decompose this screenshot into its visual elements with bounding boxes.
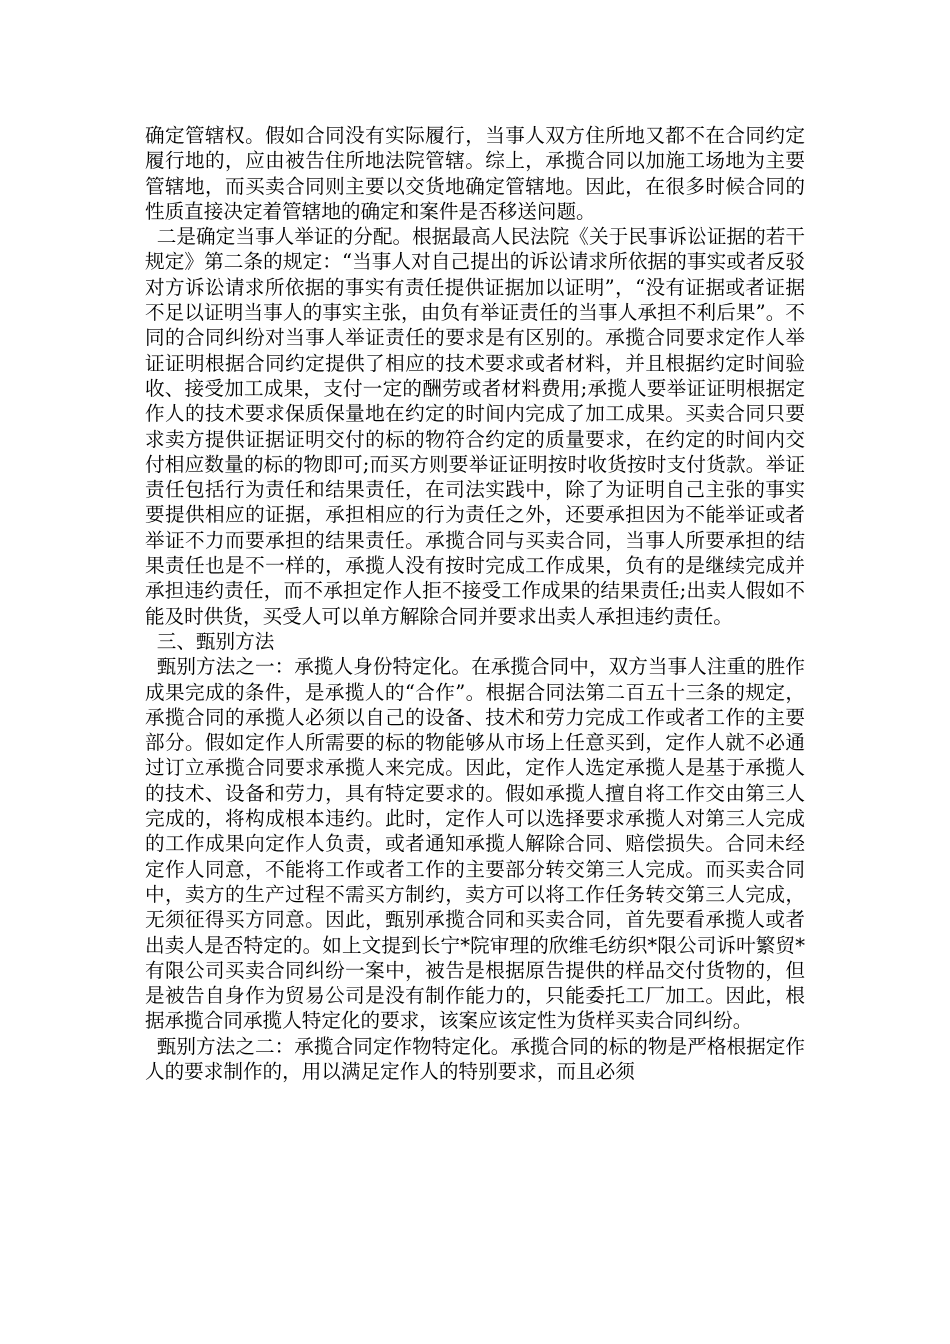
paragraph-method-one: 甄别方法之一：承揽人身份特定化。在承揽合同中，双方当事人注重的胜作成果完成的条件，是承揽人的“合作”。根据合同法第二百五十三条的规定，承揽合同的承揽人必须以自己的设备、技术和劳力完成工作或者工作的主要部分。假如定作人所需要的标的物能够从市场上任意买到，定作人就不必通过订立承揽合同要求承揽人来完成。因此，定作人选定承揽人是基于承揽人的技术、设备和劳力，具有特定要求的。假如承揽人擅自将工作交由第三人完成的，将构成根本违约。此时，定作人可以选择要求承揽人对第三人完成的工作成果向定作人负责，或者通知承揽人解除合同、赔偿损失。合同未经定作人同意，不能将工作或者工作的主要部分转交第三人完成。而买卖合同中，卖方的生产过程不需买方制约，卖方可以将工作任务转交第三人完成，无须征得买方同意。因此，甄别承揽合同和买卖合同，首先要看承揽人或者出卖人是否特定的。如上文提到长宁*院审理的欣维毛纺织*限公司诉叶繁贸*有限公司买卖合同纠纷一案中，被告是根据原告提供的样品交付货物的，但是被告自身作为贸易公司是没有制作能力的，只能委托工厂加工。因此，根据承揽合同承揽人特定化的要求，该案应该定性为货样买卖合同纠纷。 [145,655,805,1033]
paragraph-burden-of-proof: 二是确定当事人举证的分配。根据最高人民法院《关于民事诉讼证据的若干规定》第二条的规定：“当事人对自己提出的诉讼请求所依据的事实或者反驳对方诉讼请求所依据的事实有责任提供证据加以证明”，“没有证据或者证据不足以证明当事人的事实主张，由负有举证责任的当事人承担不利后果”。不同的合同纠纷对当事人举证责任的要求是有区别的。承揽合同要求定作人举证证明根据合同约定提供了相应的技术要求或者材料，并且根据约定时间验收、接受加工成果，支付一定的酬劳或者材料费用;承揽人要举证证明根据定作人的技术要求保质保量地在约定的时间内完成了加工成果。买卖合同只要求卖方提供证据证明交付的标的物符合约定的质量要求，在约定的时间内交付相应数量的标的物即可;而买方则要举证证明按时收货按时支付货款。举证责任包括行为责任和结果责任，在司法实践中，除了为证明自己主张的事实要提供相应的证据，承担相应的行为责任之外，还要承担因为不能举证或者举证不力而要承担的结果责任。承揽合同与买卖合同，当事人所要承担的结果责任也是不一样的，承揽人没有按时完成工作成果，负有的是继续完成并承担违约责任，而不承担定作人拒不接受工作成果的结果责任;出卖人假如不能及时供货，买受人可以单方解除合同并要求出卖人承担违约责任。 [145,225,805,628]
document-page [145,123,805,1084]
section-heading-methods: 三、甄别方法 [156,629,275,653]
paragraph-jurisdiction: 确定管辖权。假如合同没有实际履行，当事人双方住所地又都不在合同约定履行地的，应由被告住所地法院管辖。综上，承揽合同以加施工场地为主要管辖地，而买卖合同则主要以交货地确定管辖地。因此，在很多时候合同的性质直接决定着管辖地的确定和案件是否移送问题。 [145,124,805,223]
paragraph-method-two: 甄别方法之二：承揽合同定作物特定化。承揽合同的标的物是严格根据定作人的要求制作的，用以满足定作人的特别要求，而且必须 [145,1034,805,1083]
